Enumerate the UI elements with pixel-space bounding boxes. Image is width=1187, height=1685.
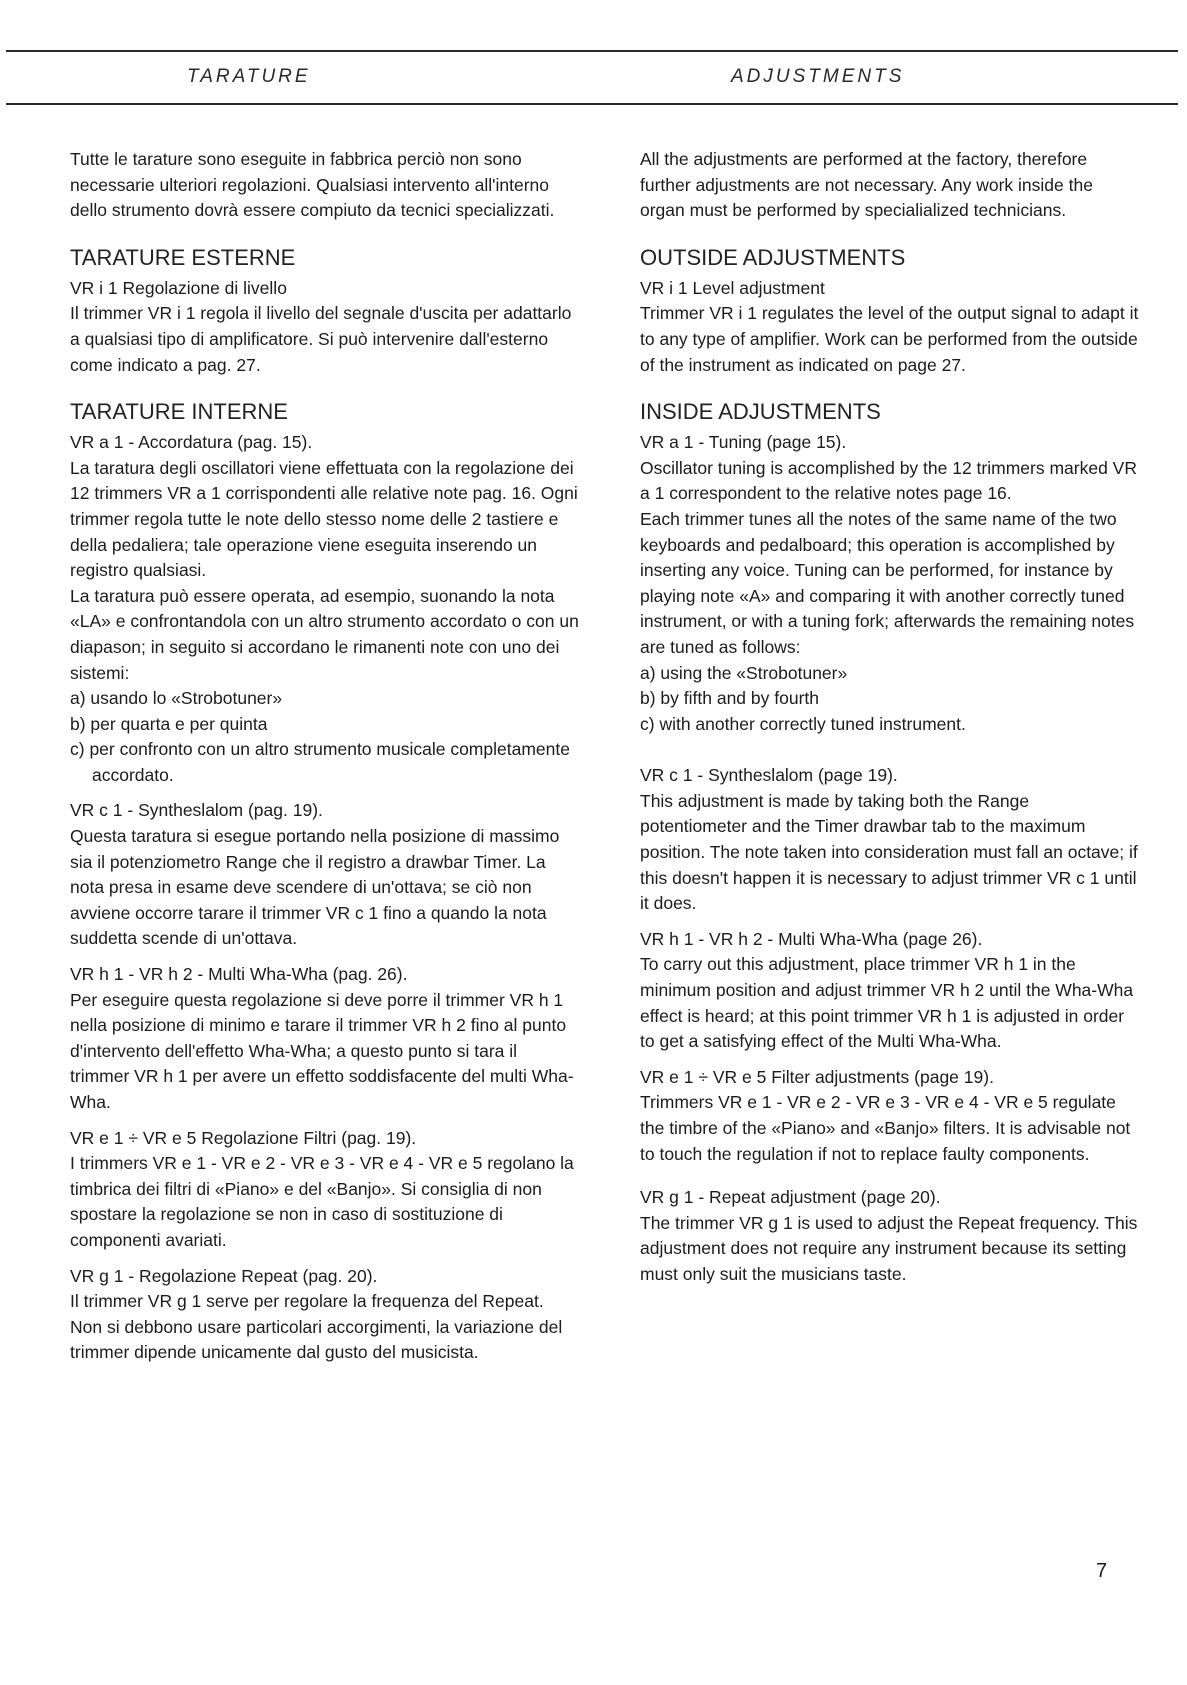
subsection-body: Trimmer VR i 1 regulates the level of the output signal to adapt it to any type of amplifier. Work can be performed from the outside of the instrument as indicated on page 27.	[640, 303, 1139, 375]
list-item: b) per quarta e per quinta	[70, 713, 268, 734]
subsection-body: The trimmer VR g 1 is used to adjust the Repeat frequency. This adjustment does not require any instrument because its setting must only suit the musicians taste.	[640, 1212, 1138, 1284]
list-item: a) using the «Strobotuner»	[640, 662, 848, 683]
subsection-body: To carry out this adjustment, place trimmer VR h 1 in the minimum position and adjust trimmer VR h 2 until the Wha-Wha effect is heard; at this point trimmer VR h 1 is adjusted in order to get a satisfying effect of the Multi Wha-Wha.	[640, 954, 1134, 1052]
intro-paragraph: All the adjustments are performed at the factory, therefore further adjustments are not necessary. Any work inside the organ must be performed by specialialized technicians.	[640, 149, 1093, 221]
subsection-body: Each trimmer tunes all the notes of the same name of the two keyboards and pedalboard; this operation is accomplished by inserting any voice. Tuning can be performed, for instance by playing note «A» and comparing it with another correctly tuned instrument, or with a tuning fork; afterwards the remaining notes are tuned as follows:	[640, 508, 1135, 657]
subsection-heading: VR h 1 - VR h 2 - Multi Wha-Wha (pag. 26).	[70, 964, 408, 985]
section-title-external: TARATURE ESTERNE	[70, 244, 296, 270]
list-item: b) by fifth and by fourth	[640, 688, 819, 709]
header-rule-top	[6, 50, 1178, 52]
subsection-heading: VR c 1 - Syntheslalom (page 19).	[640, 765, 898, 786]
list-item: c) with another correctly tuned instrument.	[640, 713, 966, 734]
subsection-body: La taratura degli oscillatori viene effettuata con la regolazione dei 12 trimmers VR a 1 corrispondenti alle relative note pag. 16. Ogni trimmer regola tutte le note dello stesso nome delle 2 tastiere e della pedaliera; tale operazione viene eseguita inserendo un registro qualsiasi.	[70, 457, 578, 581]
subsection-body: Il trimmer VR i 1 regola il livello del segnale d'uscita per adattarlo a qualsiasi tipo di amplificatore. Si può intervenire dall'esterno come indicato a pag. 27.	[70, 303, 572, 375]
list-item: c) per confronto con un altro strumento musicale completamente accordato.	[70, 739, 570, 785]
italian-column	[70, 147, 580, 1366]
section-title-inside: INSIDE ADJUSTMENTS	[640, 399, 881, 425]
subsection-heading: VR g 1 - Regolazione Repeat (pag. 20).	[70, 1265, 378, 1286]
header-rule-bottom	[6, 103, 1178, 105]
subsection-heading: VR e 1 ÷ VR e 5 Regolazione Filtri (pag. 19).	[70, 1127, 417, 1148]
subsection-heading: VR a 1 - Accordatura (pag. 15).	[70, 432, 313, 453]
subsection-body: Per eseguire questa regolazione si deve porre il trimmer VR h 1 nella posizione di minimo e tarare il trimmer VR h 2 fino al punto d'intervento dell'effetto Wha-Wha; a questo punto si tara il trimmer VR h 1 per avere un effetto soddisfacente del multi Wha-Wha.	[70, 989, 574, 1112]
subsection-body: I trimmers VR e 1 - VR e 2 - VR e 3 - VR e 4 - VR e 5 regolano la timbrica dei filtri di «Piano» e del «Banjo». Si consiglia di non spostare la regolazione se non in caso di sostituzione di componenti avariati.	[70, 1153, 574, 1250]
subsection-heading: VR a 1 - Tuning (page 15).	[640, 432, 847, 453]
subsection-body: Il trimmer VR g 1 serve per regolare la frequenza del Repeat. Non si debbono usare particolari accorgimenti, la variazione del trimmer dipende unicamente dal gusto del musicista.	[70, 1291, 563, 1363]
english-column	[640, 147, 1140, 1288]
section-title-outside: OUTSIDE ADJUSTMENTS	[640, 244, 906, 270]
subsection-body: Questa taratura si esegue portando nella posizione di massimo sia il potenziometro Range che il registro a drawbar Timer. La nota presa in esame deve scendere di un'ottava; se ciò non avviene occorre tarare il trimmer VR c 1 fino a quando la nota suddetta scende di un'ottava.	[70, 826, 560, 949]
subsection-body: La taratura può essere operata, ad esempio, suonando la nota «LA» e confrontandola con un altro strumento accordato o con un diapason; in seguito si accordano le rimanenti note con uno dei sistemi:	[70, 585, 579, 683]
header-title-english: ADJUSTMENTS	[731, 66, 905, 87]
subsection-heading: VR i 1 Regolazione di livello	[70, 277, 287, 298]
list-item: a) usando lo «Strobotuner»	[70, 688, 283, 709]
subsection-body: This adjustment is made by taking both the Range potentiometer and the Timer drawbar tab to the maximum position. The note taken into consideration must fall an octave; if this doesn't happen it is necessary to adjust trimmer VR c 1 until it does.	[640, 790, 1138, 914]
subsection-body: Oscillator tuning is accomplished by the 12 trimmers marked VR a 1 correspondent to the relative notes page 16.	[640, 457, 1137, 504]
intro-paragraph: Tutte le tarature sono eseguite in fabbrica perciò non sono necessarie ulteriori regolazioni. Qualsiasi intervento all'interno dello strumento dovrà essere compiuto da tecnici specializzati.	[70, 149, 555, 221]
section-title-internal: TARATURE INTERNE	[70, 399, 288, 425]
subsection-body: Trimmers VR e 1 - VR e 2 - VR e 3 - VR e 4 - VR e 5 regulate the timbre of the «Piano» and «Banjo» filters. It is advisable not to touch the regulation if not to replace faulty components.	[640, 1092, 1131, 1164]
subsection-heading: VR g 1 - Repeat adjustment (page 20).	[640, 1187, 941, 1208]
subsection-heading: VR e 1 ÷ VR e 5 Filter adjustments (page 19).	[640, 1066, 994, 1087]
subsection-heading: VR i 1 Level adjustment	[640, 277, 825, 298]
header-title-italian: TARATURE	[187, 66, 311, 87]
page-number: 7	[1096, 1560, 1108, 1582]
subsection-heading: VR h 1 - VR h 2 - Multi Wha-Wha (page 26).	[640, 928, 983, 949]
subsection-heading: VR c 1 - Syntheslalom (pag. 19).	[70, 800, 323, 821]
